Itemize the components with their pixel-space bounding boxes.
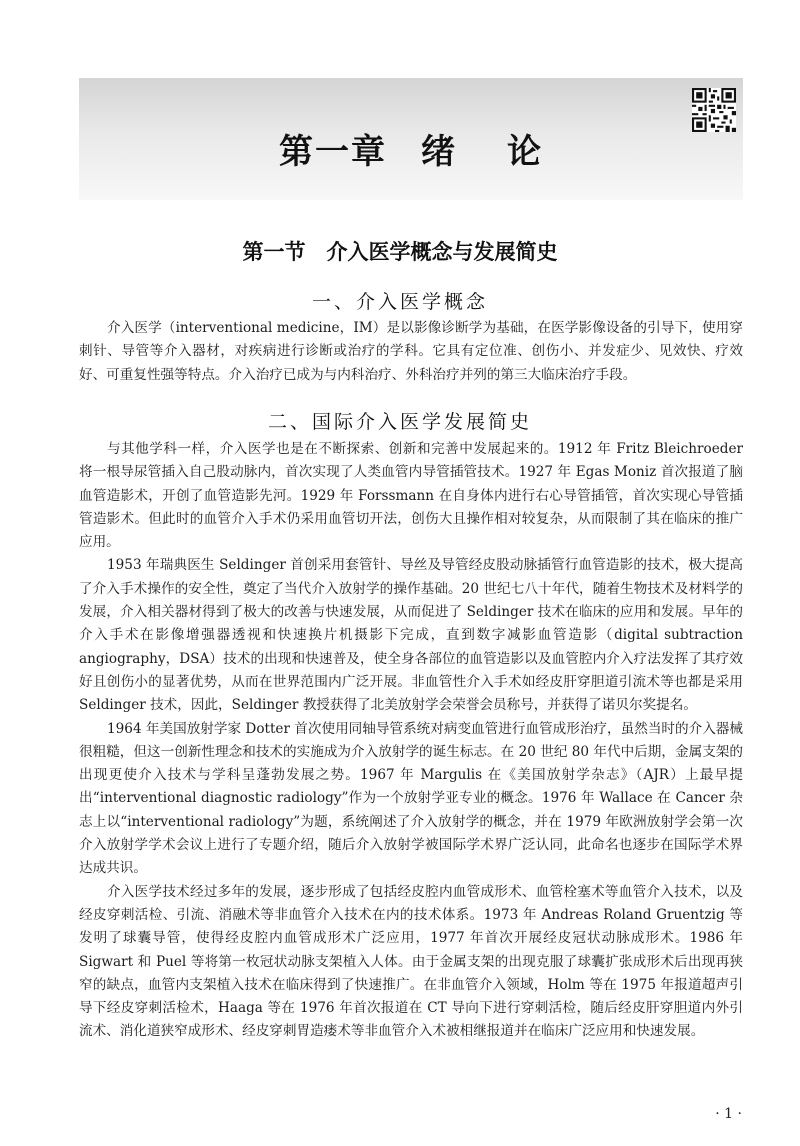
- subsection-body-concept: [79, 317, 743, 387]
- page-number: · 1 ·: [715, 1106, 742, 1122]
- subsection-heading-history: 二、国际介入医学发展简史: [267, 411, 532, 433]
- paragraph: 1953 年瑞典医生 Seldinger 首创采用套管针、导丝及导管经皮股动脉插管行血管造影的技术，极大提高了介入手术操作的安全性，奠定了当代介入放射学的操作基础。20 世纪七八十年代，随着生物技术及材料学的发展，介入相关器材得到了极大的改善与快速发展，从而促进了 Seldinger 技术在临床的应用和发展。早年的介入手术在影像增强器透视和快速换片机摄影下完成，直到数字减影血管造影（digital subtraction angiography，DSA）技术的出现和快速普及，使全身各部位的血管造影以及血管腔内介入疗法发挥了其疗效好且创伤小的显著优势，从而在世界范围内广泛开展。非血管性介入手术如经皮肝穿胆道引流术等也都是采用 Seldinger 技术，因此，Seldinger 教授获得了北美放射学会荣誉会员称号，并获得了诺贝尔奖提名。: [79, 557, 743, 714]
- subsection-heading-concept: 一、介入医学概念: [311, 291, 488, 313]
- chapter-title: [79, 124, 743, 173]
- subsection-body-history: [79, 438, 743, 1044]
- chapter-banner: [79, 78, 743, 200]
- paragraph: 与其他学科一样，介入医学也是在不断探索、创新和完善中发展起来的。1912 年 Fritz Bleichroeder 将一根导尿管插入自己股动脉内，首次实现了人类血管内导管插管技术。1927 年 Egas Moniz 首次报道了脑血管造影术，开创了血管造影先河。1929 年 Forssmann 在自身体内进行右心导管插管，首次实现心导管插管造影术。但此时的血管介入手术仍采用血管切开法，创伤大且操作相对较复杂，从而限制了其在临床的推广应用。: [79, 441, 743, 551]
- chapter-title-part2: 绪: [421, 132, 457, 172]
- chapter-title-part1: 第一章: [279, 132, 387, 172]
- chapter-title-part3: 论: [507, 132, 543, 172]
- paragraph: 介入医学技术经过多年的发展，逐步形成了包括经皮腔内血管成形术、血管栓塞术等血管介入技术，以及经皮穿刺活检、引流、消融术等非血管介入技术在内的技术体系。1973 年 Andreas Roland Gruentzig 等发明了球囊导管，使得经皮腔内血管成形术广泛应用，1977 年首次开展经皮冠状动脉成形术。1986 年 Sigwart 和 Puel 等将第一枚冠状动脉支架植入人体。由于金属支架的出现克服了球囊扩张成形术后出现再狭窄的缺点，血管内支架植入技术在临床得到了快速推广。在非血管介入领域，Holm 等在 1975 年报道超声引导下经皮穿刺活检术，Haaga 等在 1976 年首次报道在 CT 导向下进行穿刺活检，随后经皮肝穿胆道内外引流术、消化道狭窄成形术、经皮穿刺胃造瘘术等非血管介入术被相继报道并在临床广泛应用和快速发展。: [79, 883, 743, 1040]
- paragraph: 1964 年美国放射学家 Dotter 首次使用同轴导管系统对病变血管进行血管成形治疗，虽然当时的介入器械很粗糙，但这一创新性理念和技术的实施成为介入放射学的诞生标志。在 20 世纪 80 年代中后期，金属支架的出现更使介入技术与学科呈蓬勃发展之势。1967 年 Margulis 在《美国放射学杂志》（AJR）上最早提出“interventional diagnostic radiology”作为一个放射学亚专业的概念。1976 年 Wallace 在 Cancer 杂志上以“interventional radiology”为题，系统阐述了介入放射学的概念，并在 1979 年欧洲放射学会第一次介入放射学学术会议上进行了专题介绍，随后介入放射学被国际学术界广泛认同，此命名也逐步在国际学术界达成共识。: [79, 720, 743, 877]
- section-title: 第一节 介入医学概念与发展简史: [242, 240, 558, 264]
- paragraph: 介入医学（interventional medicine，IM）是以影像诊断学为基础，在医学影像设备的引导下，使用穿刺针、导管等介入器材，对疾病进行诊断或治疗的学科。它具有定位准、创伤小、并发症少、见效快、疗效好、可重复性强等特点。介入治疗已成为与内科治疗、外科治疗并列的第三大临床治疗手段。: [79, 320, 743, 383]
